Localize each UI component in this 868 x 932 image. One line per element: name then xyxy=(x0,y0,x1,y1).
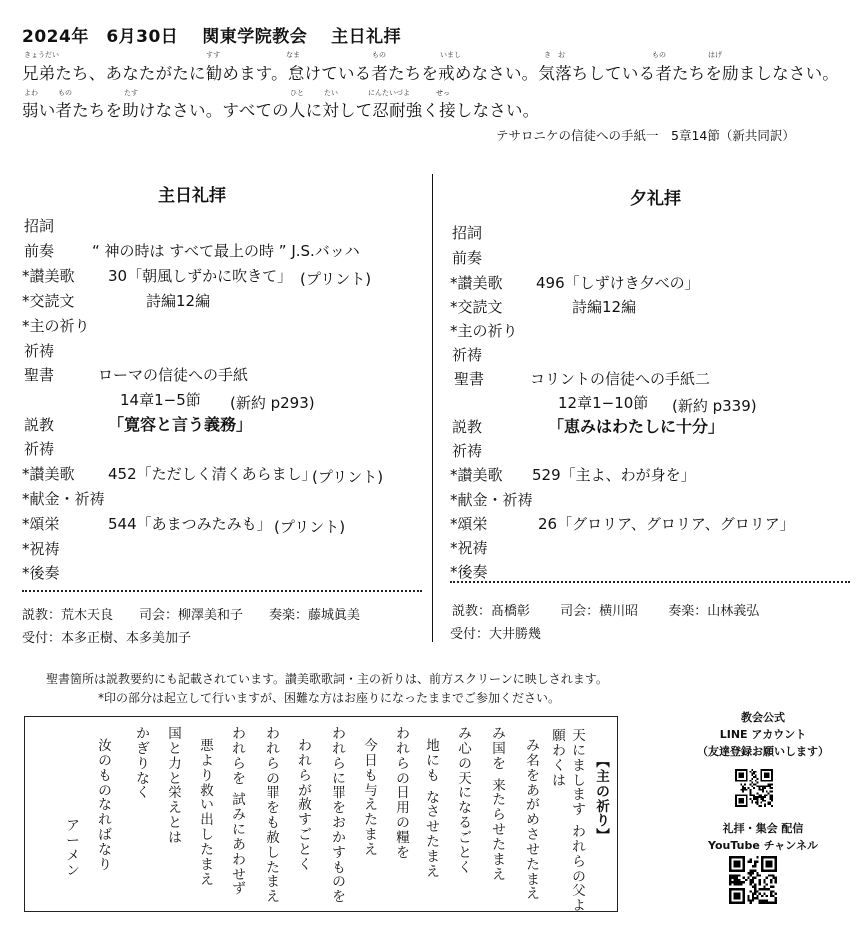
ruby-text: せっ xyxy=(436,89,450,97)
prayer-line: 悪 よ り 救 い 出 し た ま え xyxy=(200,738,214,888)
line-account-label: LINE アカウント xyxy=(719,728,807,741)
evening-item-label: *讃美歌 xyxy=(450,274,503,292)
evening-scripture-chapter: 12章1−10節 xyxy=(558,394,649,412)
morning-sermon-title: 「寛容と言う義務」 xyxy=(108,415,253,434)
morning-item-label: *献金・祈祷 xyxy=(22,490,105,508)
evening-reading-value: 詩編12編 xyxy=(572,298,637,316)
evening-service-title: 夕礼拝 xyxy=(630,189,681,209)
ruby-text: よわ xyxy=(24,89,38,97)
dotted-divider xyxy=(22,590,422,592)
prayer-line: わ れ ら を 試 み に あ わ せ ず xyxy=(232,726,246,898)
morning-prelude-value: “ 神の時は すべて最上の時 ” J.S.バッハ xyxy=(92,242,360,260)
evening-item-label: *讃美歌 xyxy=(450,466,503,484)
evening-credits: 説教：髙橋彰 司会：横川昭 奏楽：山林義弘 xyxy=(452,604,760,619)
ruby-text: もの xyxy=(652,51,666,59)
dotted-divider xyxy=(450,581,850,583)
prayer-line: み 国 を 来 た ら せ た ま え xyxy=(492,726,506,883)
morning-hymn2-value: 452「ただしく清くあらまし」 xyxy=(108,465,317,483)
evening-item-label: 祈祷 xyxy=(452,346,483,364)
evening-item-label: *献金・祈祷 xyxy=(450,491,533,509)
line-qr-code[interactable] xyxy=(735,769,773,807)
prayer-line: み 名 を あ が め さ せ た ま え xyxy=(526,738,540,903)
morning-item-label: *後奏 xyxy=(22,564,60,582)
evening-reception: 受付：大井勝幾 xyxy=(450,627,542,642)
stream-heading: 礼拝・集会 配信 xyxy=(722,822,804,835)
line-heading: 教会公式 xyxy=(741,711,785,724)
ruby-text: きょうだい xyxy=(24,51,59,59)
evening-item-label: 前奏 xyxy=(452,249,483,267)
prayer-line: 願 わ く は xyxy=(552,728,566,789)
morning-item-label: 招詞 xyxy=(24,217,55,235)
prayer-line: 国 と 力 と 栄 え と は xyxy=(168,726,182,846)
evening-scripture-value: コリントの信徒への手紙二 xyxy=(530,370,711,388)
evening-item-label: *主の祈り xyxy=(450,322,518,340)
bulletin-title: 2024年 6月30日 関東学院教会 主日礼拝 xyxy=(22,27,402,47)
evening-item-label: *後奏 xyxy=(450,563,488,581)
verse-line-1: 兄弟たち、あなたがたに勧めます。怠けている者たちを戒めなさい。気落ちしている者たちを励ましなさい。 xyxy=(22,64,839,83)
ruby-text: き お xyxy=(544,51,565,59)
ruby-text: もの xyxy=(58,89,72,97)
morning-service-title: 主日礼拝 xyxy=(158,186,226,206)
morning-item-label: 聖書 xyxy=(24,366,55,384)
morning-item-label: 祈祷 xyxy=(24,440,55,458)
morning-item-label: *頌栄 xyxy=(22,515,60,533)
evening-hymn-value: 496「しずけき夕べの」 xyxy=(536,274,700,292)
morning-item-label: *祝祷 xyxy=(22,540,60,558)
ruby-text: なま xyxy=(286,51,300,59)
evening-hymn2-value: 529「主よ、わが身を」 xyxy=(532,466,696,484)
verse-reference: テサロニケの信徒への手紙一 5章14節（新共同訳） xyxy=(496,128,795,143)
morning-scripture-chapter: 14章1−5節 xyxy=(120,391,201,409)
morning-reading-value: 詩編12編 xyxy=(146,292,211,310)
morning-item-label: *交読文 xyxy=(22,292,75,310)
ruby-text: たす xyxy=(124,89,138,97)
evening-item-label: 祈祷 xyxy=(452,442,483,460)
ruby-text: いまし xyxy=(440,51,461,59)
prayer-line: か ぎ り な く xyxy=(136,726,150,802)
morning-doxology-note: (プリント) xyxy=(274,518,346,536)
morning-item-label: *主の祈り xyxy=(22,317,90,335)
column-divider xyxy=(432,174,433,642)
prayer-line: ア ー メ ン xyxy=(66,818,80,879)
morning-hymn2-note: (プリント) xyxy=(312,468,384,486)
morning-item-label: 前奏 xyxy=(24,242,55,260)
morning-hymn-value: 30「朝風しずかに吹きて」 xyxy=(108,267,293,285)
prayer-line: み 心 の 天 に な る ご と く xyxy=(458,726,472,876)
morning-doxology-value: 544「あまつみたみも」 xyxy=(108,515,272,533)
prayer-line: 汝 の も の な れ ば な り xyxy=(98,738,112,873)
ruby-text: ひと xyxy=(290,89,304,97)
prayer-line: 天 に ま し ま す わ れ ら の 父 よ xyxy=(572,728,586,915)
evening-item-label: 説教 xyxy=(452,418,483,436)
prayer-line: わ れ ら が 赦 す ご と く xyxy=(298,738,312,873)
evening-doxology-value: 26「グロリア、グロリア、グロリア」 xyxy=(538,515,795,533)
evening-item-label: 聖書 xyxy=(454,370,485,388)
prayer-line: わ れ ら に 罪 を お か す も の を xyxy=(332,726,346,906)
morning-reception: 受付：本多正樹、本多美加子 xyxy=(22,631,192,646)
notice-line-1: 聖書箇所は説教要約にも記載されています。讃美歌歌詞・主の祈りは、前方スクリーンに映しされます。 xyxy=(46,672,608,686)
lords-prayer-title: ︻ 主 の 祈 り ︼ xyxy=(596,754,610,845)
morning-scripture-page: (新約 p293) xyxy=(230,394,315,412)
ruby-text: すす xyxy=(206,51,221,59)
ruby-text: はげ xyxy=(708,51,722,59)
morning-scripture-value: ローマの信徒への手紙 xyxy=(98,366,249,384)
lords-prayer-box xyxy=(24,716,618,915)
prayer-line: わ れ ら の 日 用 の 糧 を xyxy=(396,726,410,861)
evening-sermon-title: 「恵みはわたしに十分」 xyxy=(548,417,725,436)
morning-item-label: 説教 xyxy=(24,416,55,434)
evening-item-label: *交読文 xyxy=(450,298,503,316)
ruby-text: にんたいづよ xyxy=(368,89,410,97)
prayer-line: わ れ ら の 罪 を も 赦 し た ま え xyxy=(266,726,280,906)
evening-item-label: 招詞 xyxy=(452,224,483,242)
line-request-label: （友達登録お願いします） xyxy=(697,745,829,758)
evening-item-label: *頌栄 xyxy=(450,515,488,533)
youtube-channel-label: YouTube チャンネル xyxy=(708,839,818,852)
morning-hymn-note: (プリント) xyxy=(300,270,372,288)
youtube-qr-code[interactable] xyxy=(729,856,777,904)
morning-credits: 説教：荒木天良 司会：柳澤美和子 奏楽：藤城眞美 xyxy=(22,608,361,623)
morning-item-label: *讃美歌 xyxy=(22,267,75,285)
morning-item-label: 祈祷 xyxy=(24,342,55,360)
evening-scripture-page: (新約 p339) xyxy=(672,397,757,415)
notice-line-2: *印の部分は起立して行いますが、困難な方はお座りになったままでご参加ください。 xyxy=(98,691,561,705)
morning-item-label: *讃美歌 xyxy=(22,465,75,483)
ruby-text: もの xyxy=(372,51,386,59)
prayer-line: 地 に も な さ せ た ま え xyxy=(426,738,440,880)
evening-item-label: *祝祷 xyxy=(450,539,488,557)
prayer-line: 今 日 も 与 え た ま え xyxy=(364,738,378,858)
ruby-text: たい xyxy=(324,89,338,97)
verse-line-2: 弱い者たちを助けなさい。すべての人に対して忍耐強く接しなさい。 xyxy=(22,101,540,120)
